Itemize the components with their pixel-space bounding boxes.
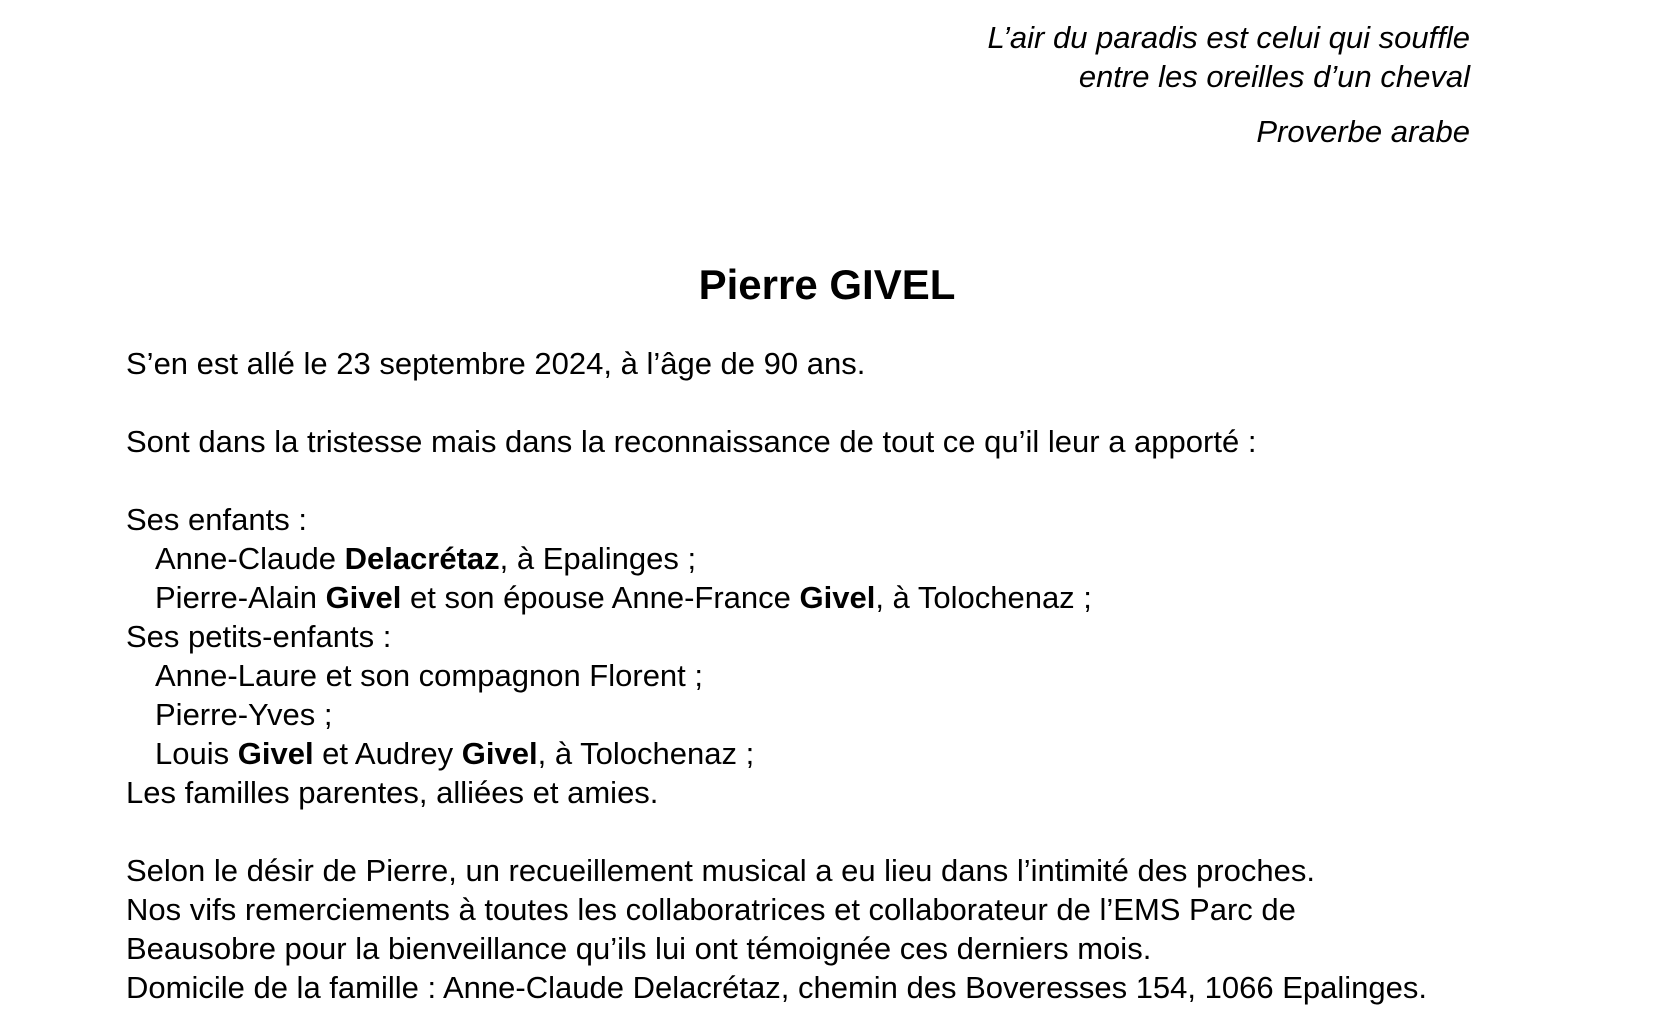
epigraph-source: Proverbe arabe <box>1256 114 1470 149</box>
family-address: Domicile de la famille : Anne-Claude Delacrétaz, chemin des Boveresses 154, 1066 Epalinges. <box>126 970 1427 1005</box>
child-1: Anne-Claude Delacrétaz, à Epalinges ; <box>155 541 697 576</box>
closing-line-1: Selon le désir de Pierre, un recueillement musical a eu lieu dans l’intimité des proches. <box>126 853 1315 888</box>
families-line: Les familles parentes, alliées et amies. <box>126 775 659 810</box>
child-2-spouse-surname: Givel <box>799 580 876 615</box>
epigraph <box>987 18 1470 151</box>
epigraph-line-1: L’air du paradis est celui qui souffle <box>987 20 1470 55</box>
grandchild-2: Pierre-Yves ; <box>155 697 333 732</box>
child-2: Pierre-Alain Givel et son épouse Anne-France Givel, à Tolochenaz ; <box>155 580 1092 615</box>
epigraph-line-2: entre les oreilles d’un cheval <box>1078 59 1470 94</box>
grandchild-1: Anne-Laure et son compagnon Florent ; <box>155 658 704 693</box>
closing-line-2: Nos vifs remerciements à toutes les collaboratrices et collaborateur de l’EMS Parc de <box>126 892 1296 927</box>
death-announcement: S’en est allé le 23 septembre 2024, à l’âge de 90 ans. <box>126 346 866 381</box>
notice-body <box>126 344 1427 1007</box>
grandchild-3: Louis Givel et Audrey Givel, à Tolochenaz ; <box>155 736 755 771</box>
child-1-surname: Delacrétaz <box>344 541 500 576</box>
mourners-intro: Sont dans la tristesse mais dans la reconnaissance de tout ce qu’il leur a apporté : <box>126 424 1257 459</box>
child-2-surname: Givel <box>325 580 402 615</box>
grandchild-3-surname: Givel <box>237 736 314 771</box>
closing-line-3: Beausobre pour la bienveillance qu’ils lui ont témoignée ces derniers mois. <box>126 931 1152 966</box>
grandchildren-heading: Ses petits-enfants : <box>126 619 392 654</box>
deceased-name: Pierre GIVEL <box>698 261 956 308</box>
children-heading: Ses enfants : <box>126 502 307 537</box>
grandchild-3-partner-surname: Givel <box>461 736 538 771</box>
